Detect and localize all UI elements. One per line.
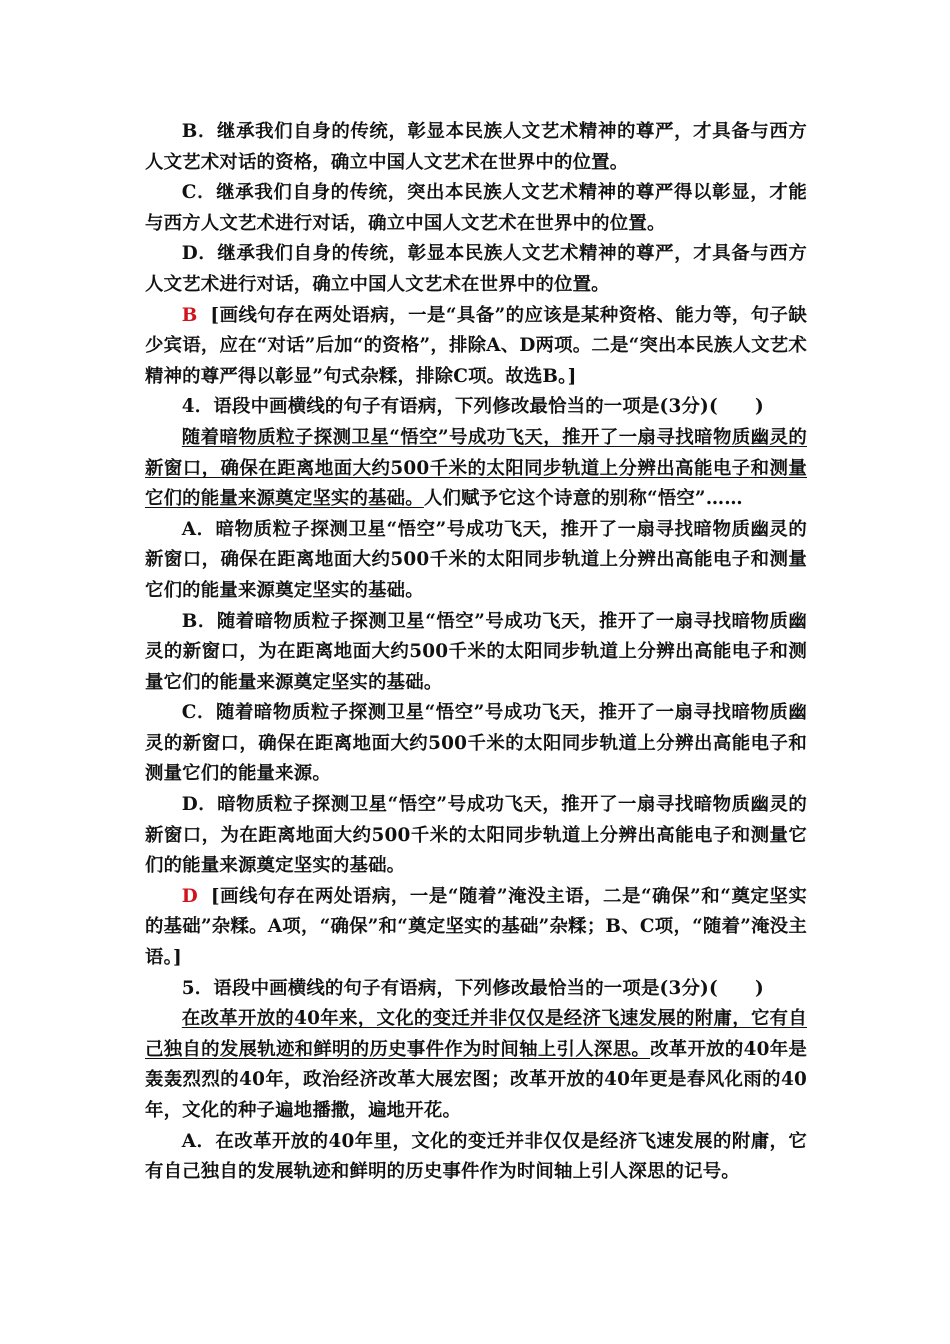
option-text: 继承我们自身的传统，彰显本民族人文艺术精神的尊严，才具备与西方人文艺术进行对话，确立中国人文艺术在世界中的位置。	[145, 243, 807, 295]
option-text: 随着暗物质粒子探测卫星“悟空”号成功飞天，推开了一扇寻找暗物质幽灵的新窗口，确保在距离地面大约500千米的太阳同步轨道上分辨出高能电子和测量它们的能量来源。	[145, 702, 807, 785]
q4-option-d	[145, 790, 807, 882]
q3-option-b	[145, 117, 807, 178]
q5-option-a	[145, 1127, 807, 1188]
q3-option-c	[145, 178, 807, 239]
option-label: D．	[181, 243, 218, 265]
option-text: 继承我们自身的传统，突出本民族人文艺术精神的尊严得以彰显，才能与西方人文艺术进行对话，确立中国人文艺术在世界中的位置。	[145, 182, 808, 234]
passage-rest: 人们赋予它这个诗意的别称“悟空”……	[423, 488, 743, 510]
option-label: A．	[181, 1130, 216, 1152]
answer-key: B	[181, 304, 198, 326]
q3-answer	[145, 301, 807, 393]
q4-option-c	[145, 698, 807, 790]
q4-stem: 4．语段中画横线的句子有语病，下列修改最恰当的一项是(3分)( )	[181, 396, 764, 418]
answer-key: D	[181, 885, 198, 907]
q4-passage	[145, 423, 807, 515]
underlined-sentence: 在改革开放的40年来，文化的变迁并非仅仅是经济飞速发展的附庸，它有自己独自的发展轨迹和鲜明的历史事件作为时间轴上引人深思。	[145, 1008, 807, 1060]
q4-option-a	[145, 515, 807, 607]
document-page	[145, 117, 807, 1188]
passage-rest: 改革开放的40年是轰轰烈烈的40年，政治经济改革大展宏图；改革开放的40年更是春风化雨的40年，文化的种子遍地播撒，遍地开花。	[145, 1038, 807, 1121]
q5-passage	[145, 1004, 807, 1126]
option-text: 暗物质粒子探测卫星“悟空”号成功飞天，推开了一扇寻找暗物质幽灵的新窗口，确保在距离地面大约500千米的太阳同步轨道上分辨出高能电子和测量它们的能量来源奠定坚实的基础。	[145, 518, 807, 601]
q3-option-d	[145, 239, 807, 300]
answer-explanation: [画线句存在两处语病，一是“随着”淹没主语，二是“确保”和“奠定坚实的基础”杂糅。A项，“确保”和“奠定坚实的基础”杂糅；B、C项，“随着”淹没主语。]	[145, 885, 807, 969]
option-text: 随着暗物质粒子探测卫星“悟空”号成功飞天，推开了一扇寻找暗物质幽灵的新窗口，为在距离地面大约500千米的太阳同步轨道上分辨出高能电子和测量它们的能量来源奠定坚实的基础。	[145, 610, 807, 693]
option-label: B．	[181, 121, 218, 142]
q5-stem: 5．语段中画横线的句子有语病，下列修改最恰当的一项是(3分)( )	[181, 977, 764, 999]
answer-explanation: [画线句存在两处语病，一是“具备”的应该是某种资格、能力等，句子缺少宾语，应在“对话”后加“的资格”，排除A、D两项。二是“突出本民族人文艺术精神的尊严得以彰显”句式杂糅，排除C项。故选B。]	[145, 304, 807, 387]
underlined-sentence: 随着暗物质粒子探测卫星“悟空”号成功飞天，推开了一扇寻找暗物质幽灵的新窗口，确保在距离地面大约500千米的太阳同步轨道上分辨出高能电子和测量它们的能量来源奠定坚实的基础。	[145, 426, 807, 510]
option-label: A．	[181, 518, 216, 540]
option-label: C．	[181, 182, 217, 204]
option-text: 在改革开放的40年里，文化的变迁并非仅仅是经济飞速发展的附庸，它有自己独自的发展轨迹和鲜明的历史事件作为时间轴上引人深思的记号。	[145, 1130, 807, 1183]
q4-option-b	[145, 607, 807, 699]
option-label: C．	[181, 702, 216, 724]
option-text: 暗物质粒子探测卫星“悟空”号成功飞天，推开了一扇寻找暗物质幽灵的新窗口，为在距离地面大约500千米的太阳同步轨道上分辨出高能电子和测量它们的能量来源奠定坚实的基础。	[145, 794, 807, 877]
option-text: 继承我们自身的传统，彰显本民族人文艺术精神的尊严，才具备与西方人文艺术对话的资格，确立中国人文艺术在世界中的位置。	[145, 121, 807, 173]
option-label: B．	[181, 610, 217, 632]
q4-answer	[145, 882, 807, 974]
option-label: D．	[181, 794, 218, 816]
